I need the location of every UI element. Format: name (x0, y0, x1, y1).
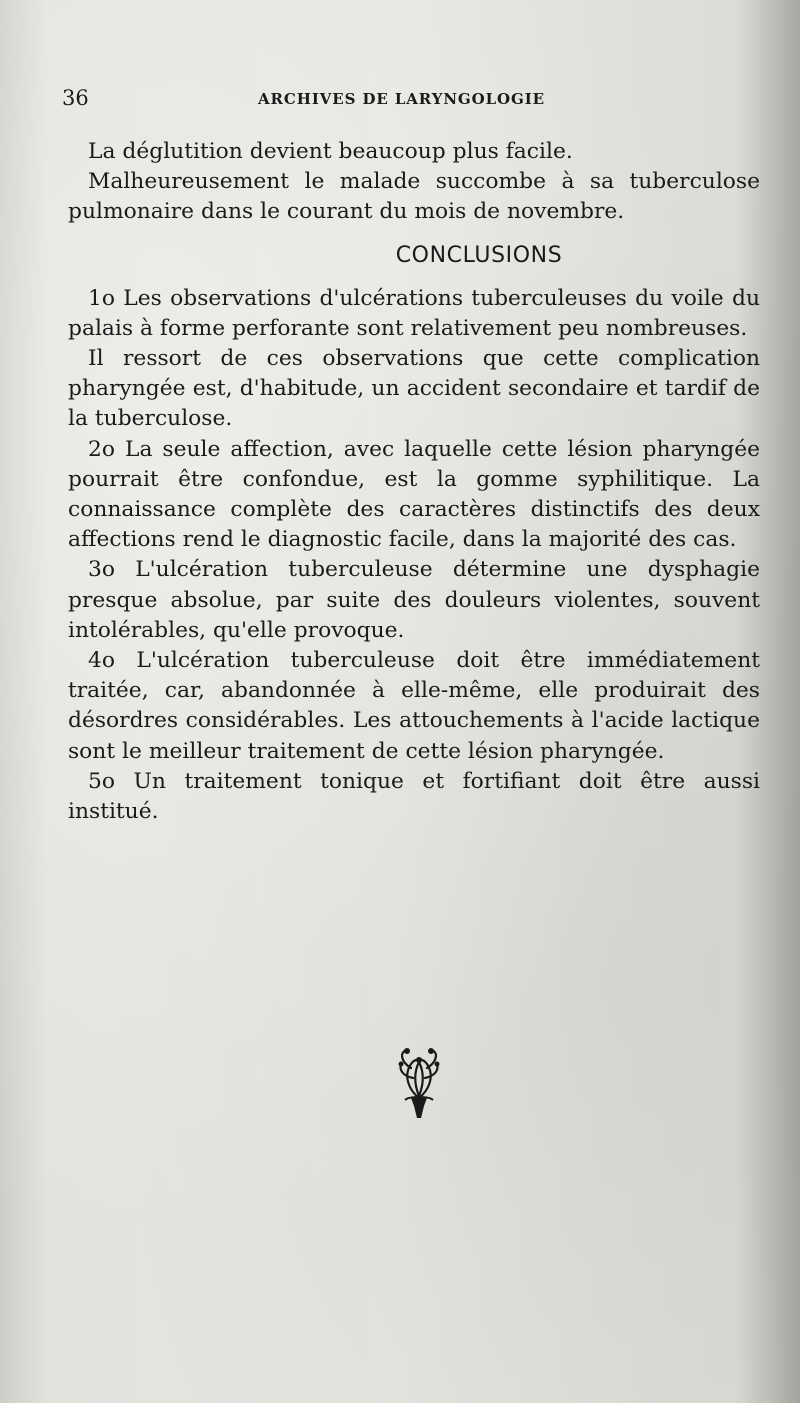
conclusion-text: L'ulcération tuberculeuse doit être immédiatement traitée, car, abandonnée à elle-même, elle produirait des désordres considérables. Les attouchements à l'acide lactique sont le meilleur traitement de cette lésion pharyngée. (68, 648, 760, 764)
conclusion-item-3 (68, 555, 760, 646)
page-header (62, 86, 622, 112)
intro-line-2: Malheureusement le malade succombe à sa tuberculose pulmonaire dans le courant du mois de novembre. (68, 169, 760, 225)
conclusion-item-5 (68, 767, 760, 827)
conclusion-item-4 (68, 646, 760, 767)
body-text (68, 137, 760, 827)
conclusion-text: Un traitement tonique et fortifiant doit être aussi institué. (68, 768, 760, 825)
conclusion-item-2 (68, 435, 760, 556)
conclusion-number: 3o (88, 557, 115, 583)
conclusion-text: La seule affection, avec laquelle cette lésion pharyngée pourrait être confondue, est la gomme syphilitique. La connaissance complète des caractères distinctifs des deux affections rend le diagnostic facile, dans la majorité des cas. (68, 436, 760, 553)
conclusion-text: L'ulcération tuberculeuse détermine une dysphagie presque absolue, par suite des douleurs violentes, souvent intolérables, qu'elle provoque. (68, 557, 760, 643)
conclusion-number: 1o (88, 285, 115, 311)
conclusion-item-1b (68, 344, 760, 435)
conclusion-number: 2o (88, 436, 115, 462)
conclusion-text: Les observations d'ulcérations tuberculeuses du voile du palais à forme perforante sont relativement peu nombreuses. (68, 285, 760, 341)
page-number: 36 (62, 86, 89, 110)
conclusion-number: 4o (88, 648, 115, 674)
conclusion-text: Il ressort de ces observations que cette complication pharyngée est, d'habitude, un accident secondaire et tardif de la tuberculose. (68, 346, 760, 432)
palmette-ornament-icon (395, 1046, 443, 1122)
conclusion-item-1 (68, 284, 760, 344)
conclusion-number: 5o (88, 768, 115, 794)
conclusions-title: CONCLUSIONS (395, 242, 563, 268)
intro-line-1: La déglutition devient beaucoup plus facile. (88, 139, 573, 164)
running-head: ARCHIVES DE LARYNGOLOGIE (258, 90, 545, 108)
